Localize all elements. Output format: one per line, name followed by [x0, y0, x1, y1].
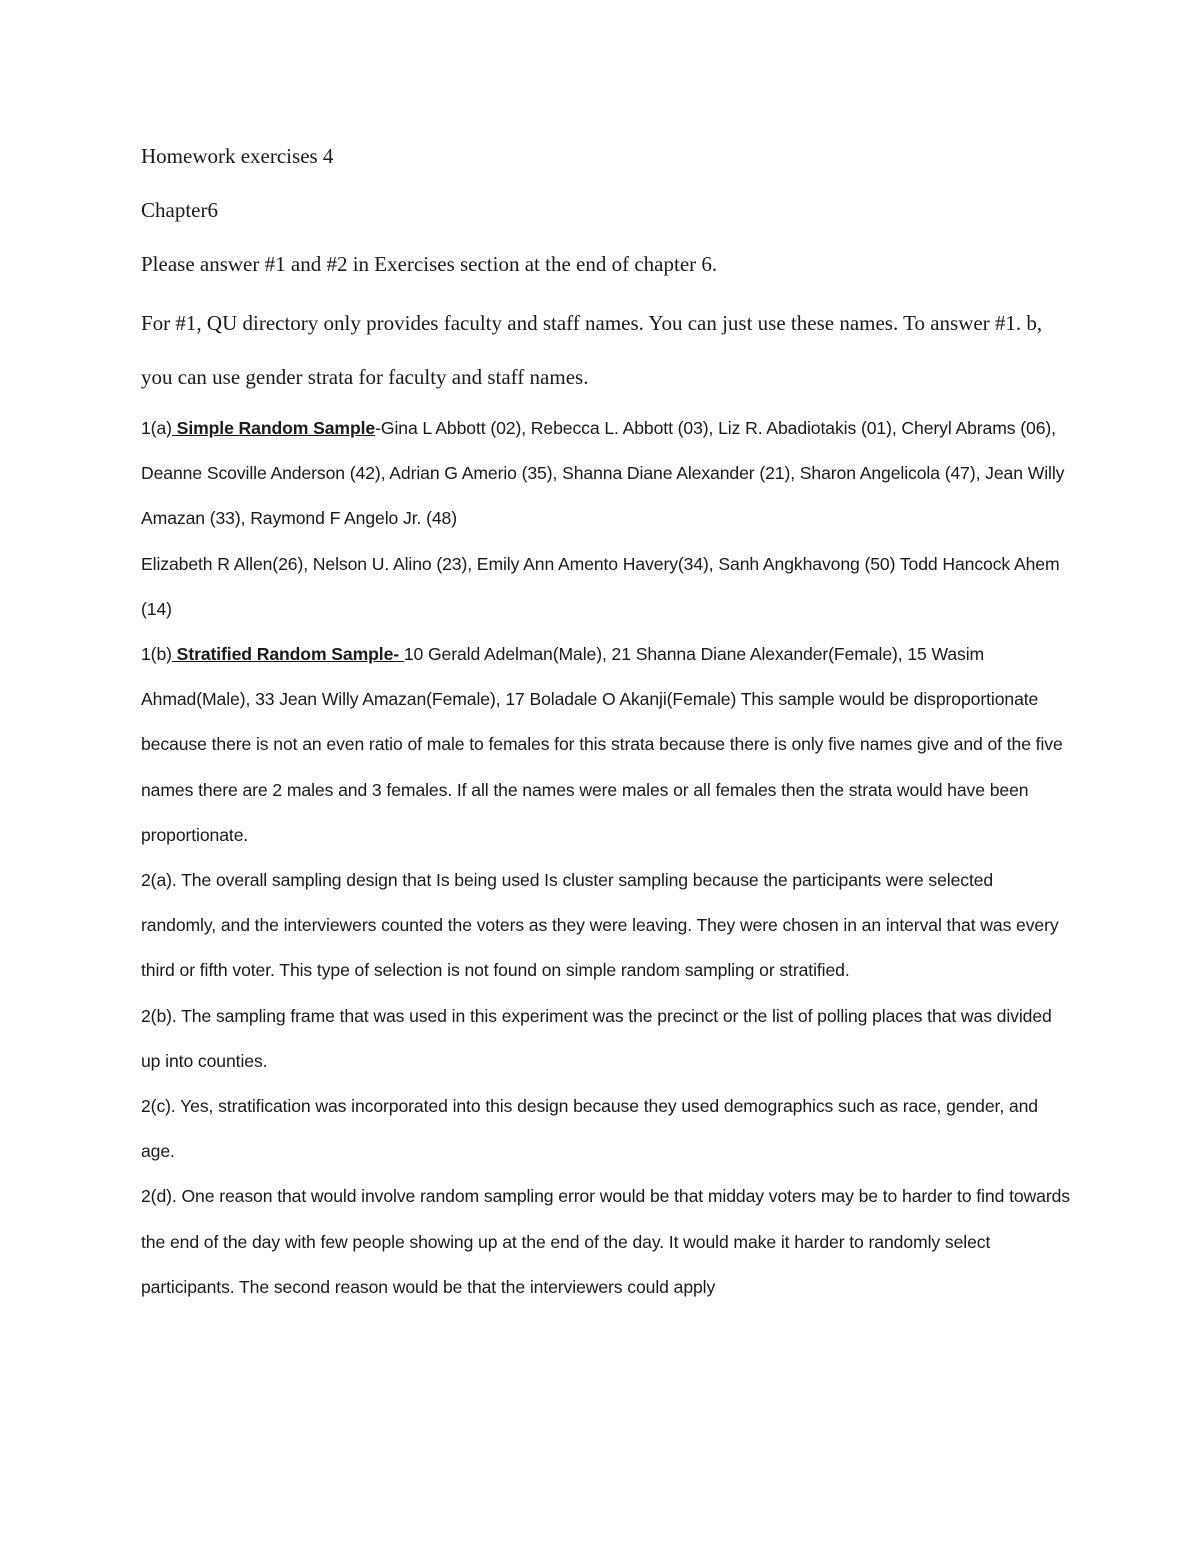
- answer-2c: 2(c). Yes, stratification was incorporated into this design because they used demographics such as race, gender, and age.: [141, 1096, 1038, 1162]
- chapter-heading: Chapter6: [141, 198, 218, 222]
- document-title: Homework exercises 4: [141, 144, 334, 168]
- note-text: For #1, QU directory only provides faculty and staff names. You can just use these names. To answer #1. b, you can use gender strata for faculty and staff names.: [141, 311, 1043, 389]
- answer-1b-prefix: 1(b): [141, 644, 172, 665]
- answer-1b-label: Stratified Random Sample-: [171, 644, 404, 665]
- instruction-text: Please answer #1 and #2 in Exercises section at the end of chapter 6.: [141, 252, 718, 276]
- answer-1a: [141, 406, 1071, 542]
- answer-1b-text: 10 Gerald Adelman(Male), 21 Shanna Diane Alexander(Female), 15 Wasim Ahmad(Male), 33 Jean Willy Amazan(Female), 17 Boladale O Akanji(Female) This sample would be disproportionate because there is not an even ratio of male to females for this strata because there is only five names give and of the five names there are 2 males and 3 females. If all the names were males or all females then the strata would have been proportionate.: [141, 644, 1063, 845]
- answer-1a-label: Simple Random Sample: [171, 418, 376, 438]
- answer-2b: 2(b). The sampling frame that was used in this experiment was the precinct or the list of polling places that was divided up into counties.: [141, 1005, 1052, 1071]
- answer-2d: 2(d). One reason that would involve random sampling error would be that midday voters may be to harder to find towards the end of the day with few people showing up at the end of the day. It would make it harder to randomly select participants. The second reason would be that the interviewers could apply: [141, 1186, 1070, 1297]
- document-page: [141, 132, 1071, 1310]
- answer-1a-prefix: 1(a): [141, 418, 172, 438]
- answer-2a: 2(a). The overall sampling design that Is being used Is cluster sampling because the participants were selected randomly, and the interviewers counted the voters as they were leaving. They were chosen in an interval that was every third or fifth voter. This type of selection is not found on simple random sampling or stratified.: [141, 870, 1059, 981]
- answer-1b: [141, 632, 1071, 858]
- answer-1a-continued: Elizabeth R Allen(26), Nelson U. Alino (23), Emily Ann Amento Havery(34), Sanh Angkhavong (50) Todd Hancock Ahem (14): [141, 553, 1060, 619]
- answer-1a-text: -Gina L Abbott (02), Rebecca L. Abbott (03), Liz R. Abadiotakis (01), Cheryl Abrams (06), Deanne Scoville Anderson (42), Adrian G Amerio (35), Shanna Diane Alexander (21), Sharon Angelicola (47), Jean Willy Amazan (33), Raymond F Angelo Jr. (48): [141, 418, 1065, 529]
